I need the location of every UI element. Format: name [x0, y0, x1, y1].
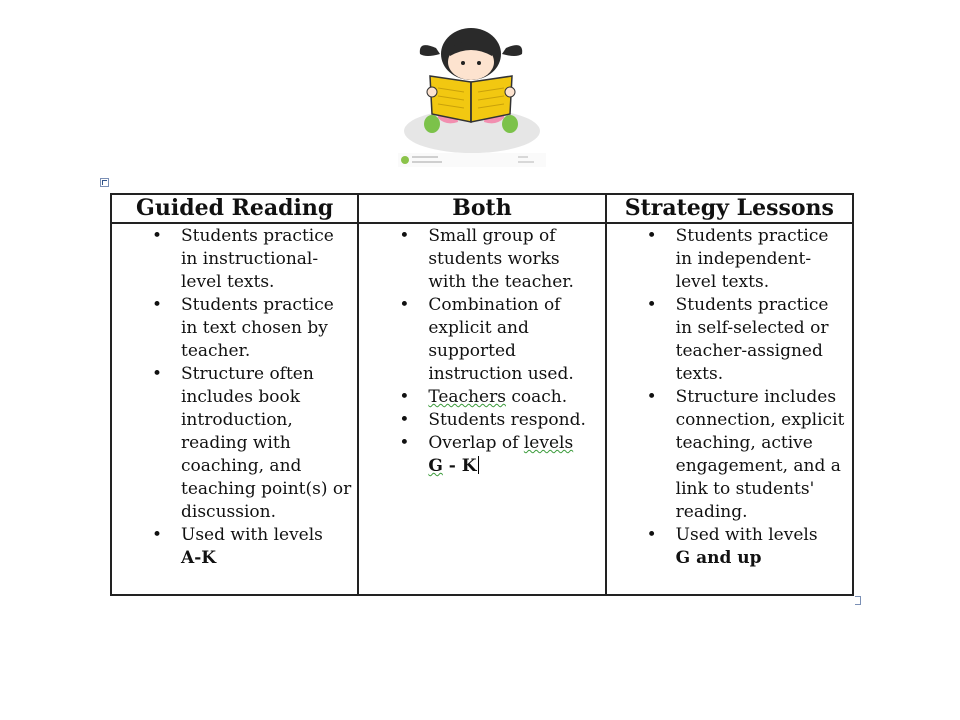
table-row — [111, 223, 853, 595]
list-item — [112, 524, 357, 570]
overlap-text: Overlap of — [428, 433, 524, 453]
list-item: • Structure often includes book introduction, reading with coaching, and teaching point(s) or discussion. — [112, 363, 357, 524]
levels-value: A-K — [181, 548, 217, 568]
coach-text: coach. — [505, 387, 568, 407]
header-guided-reading: Guided Reading — [111, 194, 358, 223]
comparison-table — [110, 193, 854, 596]
list-item — [359, 432, 604, 478]
list-item — [607, 524, 852, 570]
spellcheck-word: G — [428, 456, 443, 476]
both-list — [359, 225, 604, 478]
list-item: • Small group of students works with the teacher. — [359, 225, 604, 294]
list-item: • Students practice in self-selected or teacher-assigned texts. — [607, 294, 852, 386]
list-item: • Students practice in independent-level texts. — [607, 225, 852, 294]
list-item: • Students practice in instructional-level texts. — [112, 225, 357, 294]
both-cell[interactable] — [358, 223, 605, 595]
list-item: • Students practice in text chosen by teacher. — [112, 294, 357, 363]
text-cursor — [478, 456, 479, 474]
clipart-watermark-strip — [398, 153, 546, 167]
list-item: • Students respond. — [359, 409, 604, 432]
spellcheck-word: levels — [523, 433, 574, 453]
strategy-lessons-cell[interactable] — [606, 223, 853, 595]
list-item: • Combination of explicit and supported instruction used. — [359, 294, 604, 386]
list-item — [359, 386, 604, 409]
header-strategy-lessons: Strategy Lessons — [606, 194, 853, 223]
girl-reading-clipart — [396, 18, 546, 168]
levels-label: Used with levels — [181, 525, 323, 545]
levels-range: - K — [442, 456, 477, 476]
table-move-handle-icon[interactable] — [100, 178, 109, 187]
spellcheck-word: Teachers — [428, 387, 506, 407]
levels-label: Used with levels — [675, 525, 818, 545]
levels-value: G and up — [675, 548, 762, 568]
list-item: • Structure includes connection, explicit teaching, active engagement, and a link to students' reading. — [607, 386, 852, 524]
table-header-row — [111, 194, 853, 223]
table-resize-handle-icon[interactable] — [855, 596, 861, 605]
strategy-lessons-list — [607, 225, 852, 570]
levels-value — [428, 455, 600, 478]
guided-reading-list — [112, 225, 357, 570]
header-both: Both — [358, 194, 605, 223]
guided-reading-cell[interactable] — [111, 223, 358, 595]
